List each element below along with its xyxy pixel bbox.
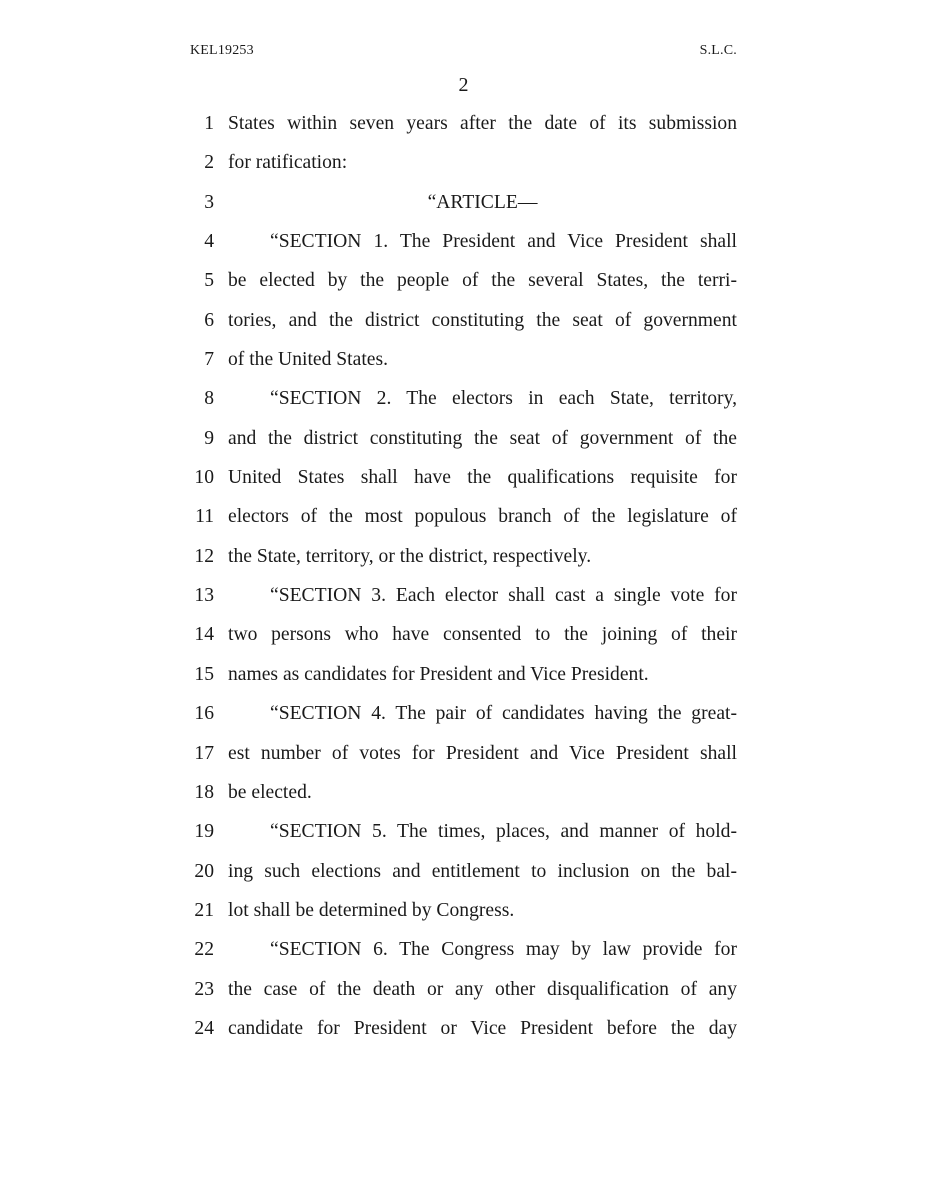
line-number: 22 bbox=[194, 939, 214, 961]
text-line bbox=[0, 261, 927, 300]
text-line bbox=[0, 1009, 927, 1048]
line-number: 17 bbox=[194, 742, 214, 764]
line-number: 15 bbox=[194, 663, 214, 685]
line-text: be elected. bbox=[228, 781, 312, 803]
line-number: 6 bbox=[204, 309, 214, 331]
text-line bbox=[0, 773, 927, 812]
text-line bbox=[0, 419, 927, 458]
text-line bbox=[0, 497, 927, 536]
line-number: 5 bbox=[204, 270, 214, 292]
line-number: 16 bbox=[194, 703, 214, 725]
section-6-text: “SECTION 6. The Congress may by law provide for bbox=[270, 939, 737, 961]
line-text: for ratification: bbox=[228, 152, 348, 174]
section-2-text: “SECTION 2. The electors in each State, territory, bbox=[270, 388, 737, 410]
line-text: the State, territory, or the district, respectively. bbox=[228, 545, 592, 567]
line-number: 9 bbox=[204, 427, 214, 449]
line-number: 24 bbox=[194, 1017, 214, 1039]
text-line bbox=[0, 222, 927, 261]
text-line bbox=[0, 655, 927, 694]
line-number: 13 bbox=[194, 585, 214, 607]
line-number: 3 bbox=[204, 191, 214, 213]
text-line bbox=[0, 104, 927, 143]
section-1-text: “SECTION 1. The President and Vice President shall bbox=[270, 231, 737, 253]
text-line bbox=[0, 930, 927, 969]
line-number: 19 bbox=[194, 821, 214, 843]
line-text: of the United States. bbox=[228, 349, 388, 371]
line-text: be elected by the people of the several States, the terri- bbox=[228, 270, 737, 292]
line-number: 21 bbox=[194, 899, 214, 921]
text-line bbox=[0, 576, 927, 615]
text-line bbox=[0, 615, 927, 654]
line-number: 1 bbox=[204, 113, 214, 134]
line-number: 18 bbox=[194, 781, 214, 803]
header-doc-id: KEL19253 bbox=[190, 43, 254, 58]
line-text: United States shall have the qualifications requisite for bbox=[228, 467, 737, 489]
line-text: and the district constituting the seat of government of the bbox=[228, 427, 737, 449]
text-line bbox=[0, 852, 927, 891]
line-text: ing such elections and entitlement to inclusion on the bal- bbox=[228, 860, 737, 882]
line-text: two persons who have consented to the joining of their bbox=[228, 624, 737, 646]
line-text: lot shall be determined by Congress. bbox=[228, 899, 515, 921]
line-number: 8 bbox=[204, 388, 214, 410]
text-line bbox=[0, 379, 927, 418]
text-line bbox=[0, 458, 927, 497]
line-number: 2 bbox=[204, 152, 214, 174]
section-4-text: “SECTION 4. The pair of candidates having the great- bbox=[270, 703, 737, 725]
line-text: names as candidates for President and Vice President. bbox=[228, 663, 649, 685]
text-line bbox=[0, 143, 927, 182]
bill-text bbox=[0, 104, 927, 1048]
line-text: electors of the most populous branch of the legislature of bbox=[228, 506, 737, 528]
line-number: 23 bbox=[194, 978, 214, 1000]
text-line bbox=[0, 340, 927, 379]
line-text: tories, and the district constituting the seat of government bbox=[228, 309, 737, 331]
line-number: 12 bbox=[194, 545, 214, 567]
section-3-text: “SECTION 3. Each elector shall cast a single vote for bbox=[270, 585, 737, 607]
line-number: 20 bbox=[194, 860, 214, 882]
line-text: est number of votes for President and Vice President shall bbox=[228, 742, 737, 764]
text-line bbox=[0, 537, 927, 576]
line-number: 11 bbox=[195, 506, 214, 528]
page-number: 2 bbox=[458, 74, 469, 96]
section-5-text: “SECTION 5. The times, places, and manner of hold- bbox=[270, 821, 737, 843]
text-line bbox=[0, 301, 927, 340]
text-line bbox=[0, 891, 927, 930]
line-number: 7 bbox=[204, 349, 214, 371]
text-line bbox=[0, 812, 927, 851]
text-line bbox=[0, 970, 927, 1009]
line-text: the case of the death or any other disqualification of any bbox=[228, 978, 737, 1000]
text-line bbox=[0, 734, 927, 773]
line-text: States within seven years after the date of its submission bbox=[228, 113, 737, 134]
line-text: candidate for President or Vice President before the day bbox=[228, 1017, 737, 1039]
article-heading: “ARTICLE— bbox=[427, 191, 538, 213]
text-line bbox=[0, 694, 927, 733]
line-number: 10 bbox=[194, 467, 214, 489]
text-line bbox=[0, 183, 927, 222]
line-number: 14 bbox=[194, 624, 214, 646]
header-slc: S.L.C. bbox=[699, 43, 737, 58]
line-number: 4 bbox=[204, 231, 214, 253]
